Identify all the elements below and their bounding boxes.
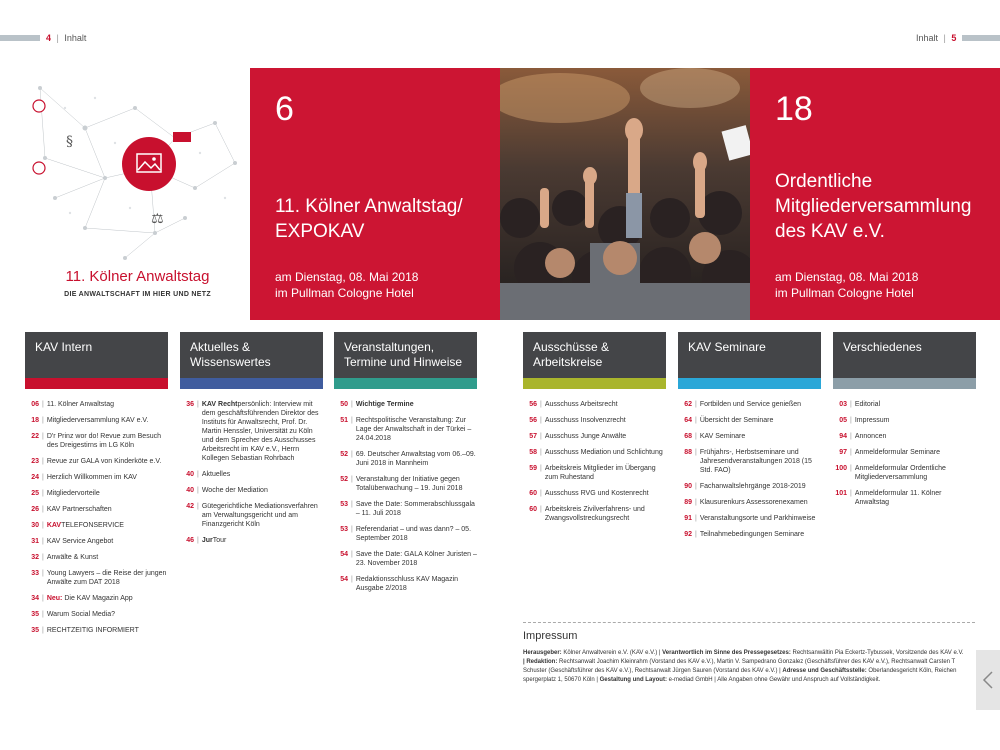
- toc-entry[interactable]: 51 | Rechtspolitische Veranstaltung: Zur Lage der Anwaltschaft in der Türkei – 24.04.2018: [334, 416, 477, 443]
- toc-page: 06: [31, 401, 39, 408]
- feature-anwaltstag[interactable]: [250, 68, 500, 320]
- graphic-title: 11. Kölner Anwaltstag: [65, 268, 210, 285]
- toc-entry[interactable]: 64 | Übersicht der Seminare: [678, 416, 821, 425]
- toc-page: 51: [340, 417, 348, 424]
- feature-location: im Pullman Cologne Hotel: [275, 286, 414, 300]
- toc-entry[interactable]: 24 | Herzlich Willkommen im KAV: [25, 473, 168, 482]
- toc-text-rest: persönlich: Interview mit dem geschäftsführenden Direktor des Instituts für Anwaltsrecht, Prof. Dr. Martin Henssler, Universität zu Köln und dem Sprecher des Ausschusses Arbeitsrecht im KAV e.V., Herrn Kollegen Sebastian Rohrbach: [201, 401, 319, 462]
- toc-entry[interactable]: 06 | 11. Kölner Anwaltstag: [25, 400, 168, 409]
- toc-page: 59: [529, 465, 537, 472]
- toc-page: 53: [340, 526, 348, 533]
- section-heading: [334, 332, 477, 378]
- toc-list: [334, 400, 477, 593]
- toc-page: 42: [186, 503, 194, 510]
- right-page-bar: [962, 35, 1000, 41]
- imprint-label: | Redaktion:: [523, 659, 558, 665]
- imprint-text: Rechtsanwältin Pia Eckertz-Tybussek, Vorsitzende des KAV e.V.: [790, 650, 964, 656]
- toc-entry[interactable]: 92 | Teilnahmebedingungen Seminare: [678, 530, 821, 539]
- toc-page: 60: [529, 506, 537, 513]
- toc-text: Klausurenkurs Assessorenexamen: [699, 499, 808, 506]
- toc-text: D'r Prinz wor do! Revue zum Besuch des Dreigestirns im LG Köln: [46, 433, 161, 449]
- toc-entry[interactable]: 56 | Ausschuss Arbeitsrecht: [523, 400, 666, 409]
- section-title: Veranstaltungen,: [344, 340, 435, 354]
- right-page-number: 5: [951, 33, 957, 43]
- toc-page: 92: [684, 531, 692, 538]
- toc-entry[interactable]: 59 | Arbeitskreis Mitglieder im Übergang zum Ruhestand: [523, 464, 666, 482]
- toc-text: Mitgliedervorteile: [46, 490, 100, 497]
- anwaltstag-graphic: [25, 68, 250, 320]
- toc-text: Rechtspolitische Veranstaltung: Zur Lage der Anwaltschaft in der Türkei – 24.04.2018: [355, 417, 472, 442]
- toc-page: 58: [529, 449, 537, 456]
- toc-page: 54: [340, 551, 348, 558]
- toc-entry[interactable]: 60 | Arbeitskreis Zivilverfahrens- und Zwangsvollstreckungsrecht: [523, 505, 666, 523]
- toc-page: 22: [31, 433, 39, 440]
- toc-text: 69. Deutscher Anwaltstag vom 06.–09. Juni 2018 in Mannheim: [355, 451, 476, 467]
- toc-text: [47, 521, 124, 530]
- toc-entry[interactable]: 52 | 69. Deutscher Anwaltstag vom 06.–09. Juni 2018 in Mannheim: [334, 450, 477, 468]
- toc-text: Herzlich Willkommen im KAV: [46, 474, 137, 481]
- toc-page: 36: [186, 401, 194, 408]
- toc-entry[interactable]: 46 | JurTour: [180, 536, 323, 545]
- toc-section-aktuelles: [180, 332, 323, 552]
- section-heading: [678, 332, 821, 378]
- section-title: Wissenswertes: [190, 355, 271, 369]
- toc-text: Anmeldeformular Seminare: [854, 449, 941, 456]
- feature-mitgliederversammlung[interactable]: [750, 68, 1000, 320]
- toc-page: 53: [340, 501, 348, 508]
- left-page-bar: [0, 35, 40, 41]
- toc-page: 56: [529, 401, 537, 408]
- feature-title-line: EXPOKAV: [275, 221, 365, 242]
- toc-text: Impressum: [854, 417, 890, 424]
- toc-text: Ausschuss Junge Anwälte: [544, 433, 627, 440]
- toc-text: Fortbilden und Service genießen: [699, 401, 801, 408]
- toc-page: 68: [684, 433, 692, 440]
- toc-entry[interactable]: 53 | Save the Date: Sommerabschlussgala – 11. Juli 2018: [334, 500, 477, 518]
- toc-list: [678, 400, 821, 539]
- toc-page: 25: [31, 490, 39, 497]
- toc-page: 46: [186, 537, 194, 544]
- toc-text: Anmeldeformular 11. Kölner Anwaltstag: [854, 490, 942, 506]
- toc-entry[interactable]: 94 | Annoncen: [833, 432, 976, 441]
- toc-text: [47, 594, 133, 603]
- toc-entry[interactable]: 05 | Impressum: [833, 416, 976, 425]
- toc-text: Save the Date: Sommerabschlussgala – 11. Juli 2018: [355, 501, 475, 517]
- toc-bold: Jur: [201, 537, 213, 544]
- toc-text: Anmeldeformular Ordentliche Mitgliederversammlung: [854, 465, 946, 481]
- toc-page: 32: [31, 554, 39, 561]
- imprint-title: Impressum: [523, 630, 578, 642]
- section-heading: [523, 332, 666, 378]
- toc-list: [180, 400, 323, 545]
- toc-text: Ausschuss Insolvenzrecht: [544, 417, 626, 424]
- toc-text: Ausschuss Arbeitsrecht: [544, 401, 618, 408]
- paragraph-icon: §: [66, 134, 73, 150]
- section-title: Arbeitskreise: [533, 355, 603, 369]
- toc-entry[interactable]: 23 | Revue zur GALA von Kinderköte e.V.: [25, 457, 168, 466]
- toc-section-veranstaltungen: [334, 332, 477, 600]
- feature-title-line: 11. Kölner Anwaltstag/: [275, 196, 463, 217]
- toc-page: 52: [340, 451, 348, 458]
- toc-text: Young Lawyers – die Reise der jungen Anwälte zum DAT 2018: [46, 570, 167, 586]
- toc-text: Warum Social Media?: [46, 611, 116, 618]
- toc-page: 03: [839, 401, 847, 408]
- scales-icon: ⚖: [151, 211, 164, 227]
- imprint-text: spergerplatz 1, 50670 Köln |: [523, 677, 600, 683]
- toc-text: KAV Service Angebot: [46, 538, 114, 545]
- toc-entry[interactable]: 100 | Anmeldeformular Ordentliche Mitgliederversammlung: [833, 464, 976, 482]
- toc-section-seminare: [678, 332, 821, 546]
- toc-entry[interactable]: 31 | KAV Service Angebot: [25, 537, 168, 546]
- toc-entry[interactable]: 54 | Redaktionsschluss KAV Magazin Ausgabe 2/2018: [334, 575, 477, 593]
- toc-text: Woche der Mediation: [201, 487, 268, 494]
- imprint-line: [523, 658, 975, 667]
- section-title: KAV Intern: [35, 340, 93, 354]
- previous-page-button[interactable]: [976, 650, 1000, 710]
- toc-page: 35: [31, 627, 39, 634]
- toc-text: KAV Partnerschaften: [46, 506, 112, 513]
- feature-title-line: Ordentliche: [775, 171, 873, 192]
- toc-entry[interactable]: 33 | Young Lawyers – die Reise der jungen Anwälte zum DAT 2018: [25, 569, 168, 587]
- toc-entry[interactable]: 03 | Editorial: [833, 400, 976, 409]
- imprint-text: Kölner Anwaltverein e.V. (KAV e.V.) |: [561, 650, 663, 656]
- imprint-text: Rechtsanwalt Joachim Kleinrahm (Vorstand des KAV e.V.), Martin V. Sampedrano Gonzalez (Geschäftsführer des KAV e.V.), Rechtsanwalt Carsten T: [557, 659, 956, 665]
- toc-text: RECHTZEITIG INFORMIERT: [46, 627, 139, 634]
- toc-list: [25, 400, 168, 635]
- toc-entry[interactable]: 68 | KAV Seminare: [678, 432, 821, 441]
- toc-section-verschiedenes: [833, 332, 976, 514]
- toc-text: Redaktionsschluss KAV Magazin Ausgabe 2/2018: [355, 576, 459, 592]
- toc-text: Editorial: [854, 401, 881, 408]
- toc-entry[interactable]: 36 | KAV Rechtpersönlich: Interview mit dem geschäftsführenden Direktor des Instituts für Anwaltsrecht, Prof. Dr. Martin Henssler, Universität zu Köln und dem Sprecher des Ausschusses Arbeitsrecht im KAV e.V., Herrn Kollegen Sebastian Rohrbach: [180, 400, 323, 463]
- feature-title: [775, 169, 971, 244]
- section-title: Verschiedenes: [843, 340, 922, 354]
- toc-page: 35: [31, 611, 39, 618]
- toc-text: Anwälte & Kunst: [46, 554, 99, 561]
- section-title: KAV Seminare: [688, 340, 766, 354]
- imprint-line: [523, 649, 975, 658]
- toc-prefix: KAV: [46, 522, 62, 529]
- feature-title-line: Mitgliederversammlung: [775, 196, 972, 217]
- toc-entry[interactable]: 18 | Mitgliederversammlung KAV e.V.: [25, 416, 168, 425]
- toc-page: 90: [684, 483, 692, 490]
- toc-page: 40: [186, 471, 194, 478]
- toc-text: Teilnahmebedingungen Seminare: [699, 531, 805, 538]
- toc-text: Veranstaltungsorte und Parkhinweise: [699, 515, 816, 522]
- toc-page: 94: [839, 433, 847, 440]
- toc-text: [202, 536, 227, 545]
- toc-page: 31: [31, 538, 39, 545]
- toc-text: [356, 400, 414, 409]
- toc-page: 50: [340, 401, 348, 408]
- toc-page: 88: [684, 449, 692, 456]
- toc-text: 11. Kölner Anwaltstag: [46, 401, 115, 408]
- toc-text-rest: Die KAV Magazin App: [62, 595, 133, 602]
- network-illustration: [25, 68, 250, 263]
- feature-meta: [275, 269, 418, 301]
- section-title: Termine und Hinweise: [344, 355, 463, 369]
- toc-page: 52: [340, 476, 348, 483]
- toc-page: 30: [31, 522, 39, 529]
- toc-entry[interactable]: 34 | Neu: Die KAV Magazin App: [25, 594, 168, 603]
- toc-entry[interactable]: 54 | Save the Date: GALA Kölner Juristen – 23. November 2018: [334, 550, 477, 568]
- toc-entry[interactable]: 88 | Frühjahrs-, Herbstseminare und Jahresendveranstaltungen 2018 (15 Std. FAO): [678, 448, 821, 475]
- toc-text: Fachanwaltslehrgänge 2018-2019: [699, 483, 806, 490]
- toc-entry[interactable]: 60 | Ausschuss RVG und Kostenrecht: [523, 489, 666, 498]
- toc-text: [202, 400, 323, 463]
- section-title: Aktuelles &: [190, 340, 251, 354]
- feature-title: [275, 194, 463, 244]
- feature-meta: [775, 269, 918, 301]
- toc-entry[interactable]: 40 | Aktuelles: [180, 470, 323, 479]
- toc-text-rest: Tour: [212, 537, 227, 544]
- left-page-label: Inhalt: [64, 33, 87, 43]
- left-page-header: 4 | Inhalt: [46, 33, 87, 43]
- toc-page: 33: [31, 570, 39, 577]
- toc-entry[interactable]: 35 | Warum Social Media?: [25, 610, 168, 619]
- feature-date: am Dienstag, 08. Mai 2018: [775, 270, 919, 284]
- toc-page: 05: [839, 417, 847, 424]
- toc-page: 56: [529, 417, 537, 424]
- toc-entry[interactable]: 101 | Anmeldeformular 11. Kölner Anwaltstag: [833, 489, 976, 507]
- toc-page: 26: [31, 506, 39, 513]
- toc-entry[interactable]: 26 | KAV Partnerschaften: [25, 505, 168, 514]
- toc-entry[interactable]: 97 | Anmeldeformular Seminare: [833, 448, 976, 457]
- toc-section-kav-intern: [25, 332, 168, 642]
- section-color-strip: [334, 378, 477, 389]
- toc-text: Gütegerichtliche Mediationsverfahren am Verwaltungsgericht und am Finanzgericht Köln: [201, 503, 318, 528]
- toc-page: 60: [529, 490, 537, 497]
- toc-entry[interactable]: 50 | Wichtige Termine: [334, 400, 477, 409]
- section-title: Ausschüsse &: [533, 340, 610, 354]
- toc-entry[interactable]: 90 | Fachanwaltslehrgänge 2018-2019: [678, 482, 821, 491]
- feature-page-number: 18: [775, 90, 813, 128]
- toc-entry[interactable]: 35 | RECHTZEITIG INFORMIERT: [25, 626, 168, 635]
- toc-page: 100: [835, 465, 847, 472]
- toc-entry[interactable]: 52 | Veranstaltung der Initiative gegen Totalüberwachung – 19. Juni 2018: [334, 475, 477, 493]
- toc-entry[interactable]: 91 | Veranstaltungsorte und Parkhinweise: [678, 514, 821, 523]
- toc-text: Arbeitskreis Mitglieder im Übergang zum Ruhestand: [544, 465, 656, 481]
- image-placeholder-icon: [122, 137, 176, 191]
- toc-text: Arbeitskreis Zivilverfahrens- und Zwangsvollstreckungsrecht: [544, 506, 645, 522]
- toc-page: 97: [839, 449, 847, 456]
- toc-page: 40: [186, 487, 194, 494]
- toc-text: Save the Date: GALA Kölner Juristen – 23. November 2018: [355, 551, 477, 567]
- toc-entry[interactable]: 53 | Referendariat – und was dann? – 05. September 2018: [334, 525, 477, 543]
- toc-text: Aktuelles: [201, 471, 231, 478]
- imprint-label: Verantwortlich im Sinne des Pressegesetzes:: [662, 650, 791, 656]
- toc-text: Revue zur GALA von Kinderköte e.V.: [46, 458, 162, 465]
- toc-entry[interactable]: 42 | Gütegerichtliche Mediationsverfahren am Verwaltungsgericht und am Finanzgericht Köln: [180, 502, 323, 529]
- graphic-subtitle: DIE ANWALTSCHAFT IM HIER UND NETZ: [64, 291, 211, 298]
- toc-page: 101: [835, 490, 847, 497]
- toc-page: 64: [684, 417, 692, 424]
- toc-page: 24: [31, 474, 39, 481]
- assembly-photo: [500, 68, 750, 320]
- toc-prefix: Neu:: [46, 595, 63, 602]
- toc-entry[interactable]: 62 | Fortbilden und Service genießen: [678, 400, 821, 409]
- toc-page: 54: [340, 576, 348, 583]
- toc-page: 91: [684, 515, 692, 522]
- imprint: [523, 622, 975, 685]
- section-color-strip: [180, 378, 323, 389]
- right-page-label: Inhalt: [916, 33, 939, 43]
- toc-text: Annoncen: [854, 433, 887, 440]
- toc-page: 23: [31, 458, 39, 465]
- section-heading: [25, 332, 168, 378]
- toc-entry[interactable]: 57 | Ausschuss Junge Anwälte: [523, 432, 666, 441]
- toc-page: 57: [529, 433, 537, 440]
- toc-text: Frühjahrs-, Herbstseminare und Jahresendveranstaltungen 2018 (15 Std. FAO): [699, 449, 812, 474]
- toc-entry[interactable]: 25 | Mitgliedervorteile: [25, 489, 168, 498]
- toc-entry[interactable]: 56 | Ausschuss Insolvenzrecht: [523, 416, 666, 425]
- toc-entry[interactable]: 58 | Ausschuss Mediation und Schlichtung: [523, 448, 666, 457]
- toc-bold: Wichtige Termine: [355, 401, 414, 408]
- imprint-text: Oberlandesgericht Köln, Reichen: [866, 668, 957, 674]
- toc-text-rest: TELEFONSERVICE: [61, 522, 124, 529]
- imprint-label: Herausgeber:: [523, 650, 562, 656]
- toc-entry[interactable]: 40 | Woche der Mediation: [180, 486, 323, 495]
- chevron-left-icon: [982, 670, 994, 690]
- feature-date: am Dienstag, 08. Mai 2018: [275, 270, 419, 284]
- section-color-strip: [25, 378, 168, 389]
- toc-page: 18: [31, 417, 39, 424]
- imprint-line: [523, 667, 975, 676]
- section-color-strip: [523, 378, 666, 389]
- feature-location: im Pullman Cologne Hotel: [775, 286, 914, 300]
- toc-page: 89: [684, 499, 692, 506]
- toc-entry[interactable]: 30 | KAVTELEFONSERVICE: [25, 521, 168, 530]
- toc-list: [523, 400, 666, 523]
- toc-text: Referendariat – und was dann? – 05. September 2018: [355, 526, 472, 542]
- section-heading: [833, 332, 976, 378]
- imprint-text: e-mediad GmbH | Alle Angaben ohne Gewähr und Anspruch auf Vollständigkeit.: [666, 677, 881, 683]
- toc-text: KAV Seminare: [699, 433, 746, 440]
- toc-entry[interactable]: 22 | D'r Prinz wor do! Revue zum Besuch des Dreigestirns im LG Köln: [25, 432, 168, 450]
- toc-text: Mitgliederversammlung KAV e.V.: [46, 417, 149, 424]
- toc-entry[interactable]: 89 | Klausurenkurs Assessorenexamen: [678, 498, 821, 507]
- imprint-line: [523, 676, 975, 685]
- toc-text: Veranstaltung der Initiative gegen Totalüberwachung – 19. Juni 2018: [355, 476, 463, 492]
- toc-text: Übersicht der Seminare: [699, 417, 774, 424]
- toc-entry[interactable]: 32 | Anwälte & Kunst: [25, 553, 168, 562]
- toc-list: [833, 400, 976, 507]
- toc-page: 62: [684, 401, 692, 408]
- right-page-header: Inhalt | 5: [916, 33, 957, 43]
- feature-page-number: 6: [275, 90, 294, 128]
- toc-section-ausschuesse: [523, 332, 666, 530]
- imprint-label: Gestaltung und Layout:: [599, 677, 667, 683]
- imprint-label: Adresse und Geschäftsstelle:: [782, 668, 867, 674]
- section-color-strip: [678, 378, 821, 389]
- feature-title-line: des KAV e.V.: [775, 221, 885, 242]
- left-page-number: 4: [46, 33, 52, 43]
- toc-text: Ausschuss RVG und Kostenrecht: [544, 490, 649, 497]
- section-heading: [180, 332, 323, 378]
- toc-page: 34: [31, 595, 39, 602]
- section-color-strip: [833, 378, 976, 389]
- toc-bold: KAV Recht: [201, 401, 238, 408]
- toc-text: Ausschuss Mediation und Schlichtung: [544, 449, 663, 456]
- imprint-text: Schuster (Geschäftsführer des KAV e.V.), Rechtsanwalt Jürgen Sauren (Vorstand des KAV e.V.) |: [523, 668, 783, 674]
